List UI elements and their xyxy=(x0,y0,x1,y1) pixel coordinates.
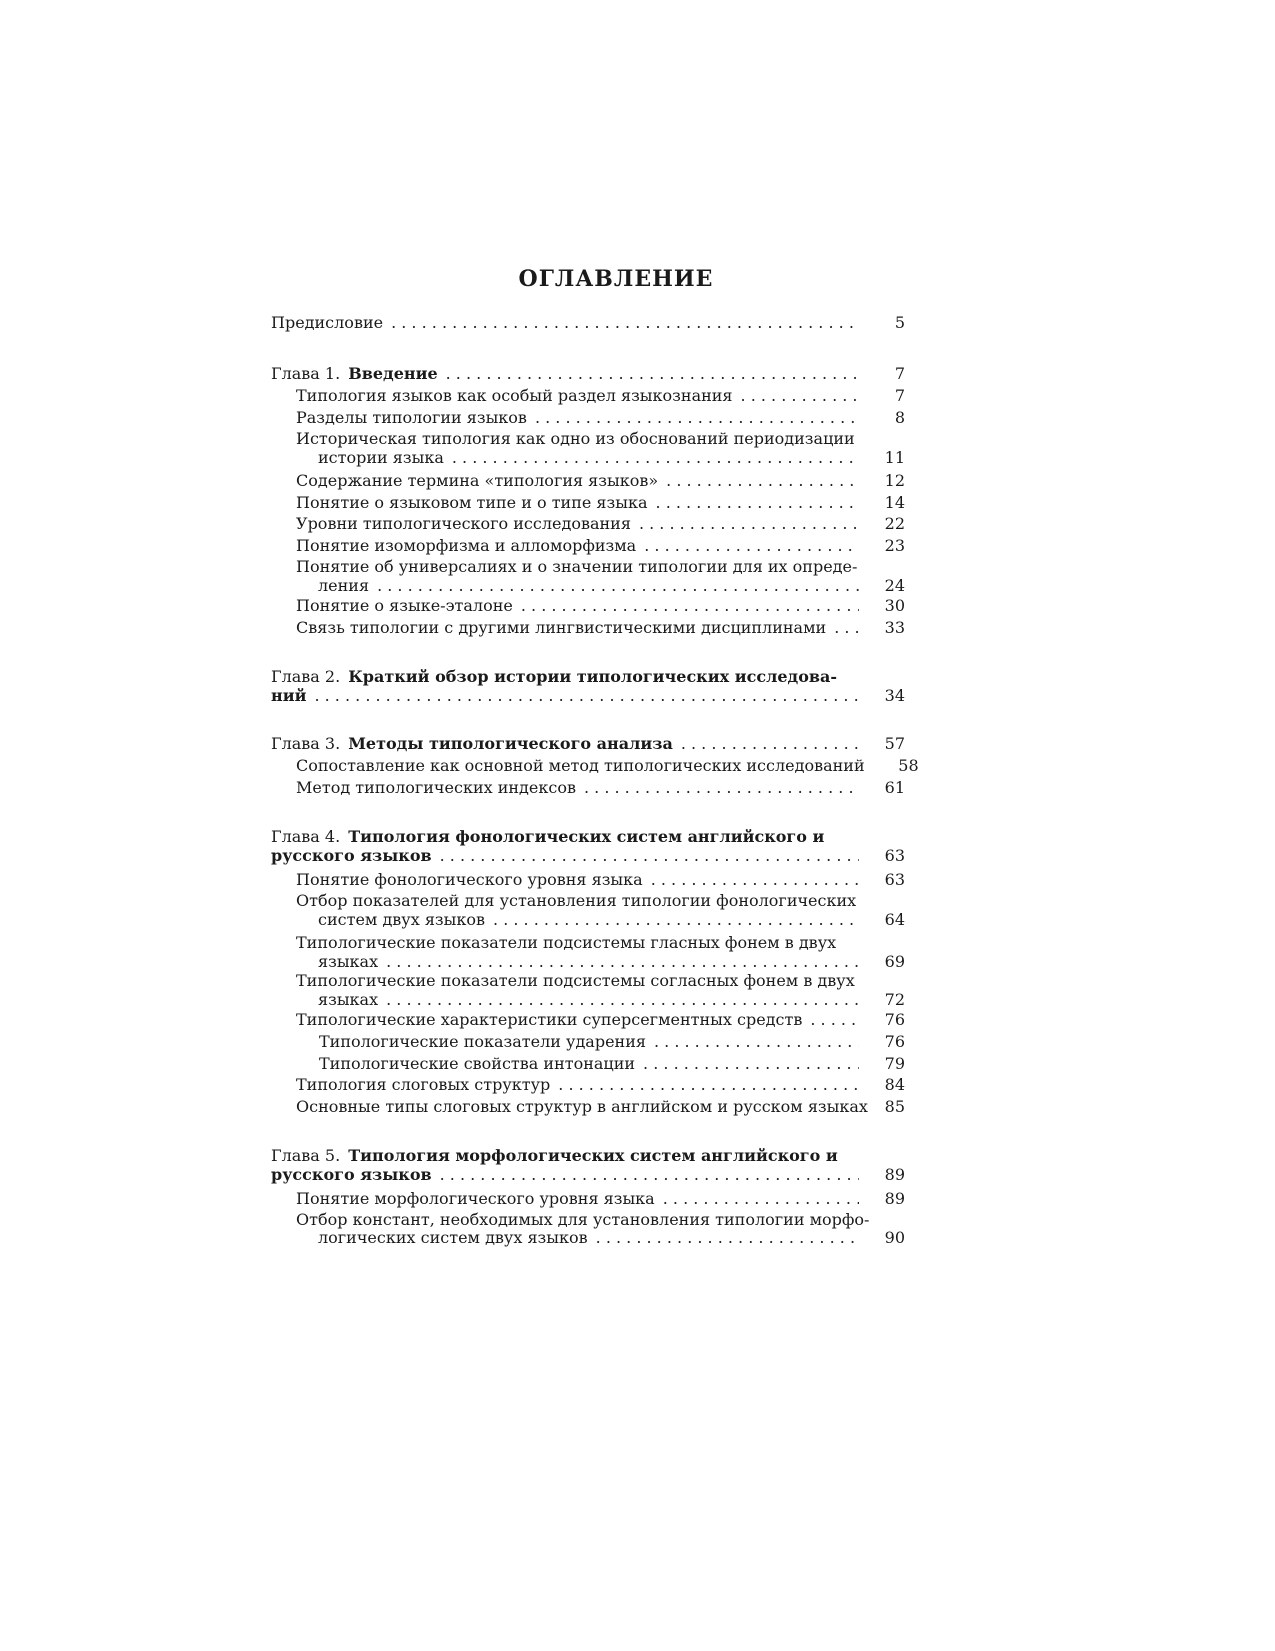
leader-dots xyxy=(386,952,859,972)
toc-chapter-4[interactable] xyxy=(271,846,905,866)
leader-dots xyxy=(391,313,859,333)
leader-dots xyxy=(834,618,859,638)
leader-dots xyxy=(452,448,859,468)
toc-page-number: 90 xyxy=(884,1228,905,1247)
toc-chapter-3[interactable] xyxy=(271,734,905,754)
toc-entry[interactable] xyxy=(319,1054,905,1074)
toc-entry-line: Историческая типология как одно из обоснований периодизации xyxy=(296,429,855,448)
leader-dots xyxy=(440,1165,859,1185)
toc-page-number: 5 xyxy=(894,313,905,332)
chapter-label: Глава 5. xyxy=(271,1146,341,1165)
toc-entry-text: языках xyxy=(318,952,379,971)
toc-chapter-1[interactable] xyxy=(271,364,905,384)
toc-entry-text: Типологические характеристики суперсегментных средств xyxy=(296,1010,803,1029)
toc-entry[interactable] xyxy=(296,536,905,556)
chapter-title: Типология морфологических систем английского и xyxy=(348,1146,838,1165)
toc-page-number: 89 xyxy=(884,1189,905,1208)
toc-entry-text: Связь типологии с другими лингвистическими дисциплинами xyxy=(296,618,827,637)
toc-entry-text: Метод типологических индексов xyxy=(296,778,576,797)
toc-page-number: 72 xyxy=(884,990,905,1009)
toc-page-number: 33 xyxy=(884,618,905,637)
leader-dots xyxy=(584,778,859,798)
toc-page-number: 76 xyxy=(884,1010,905,1029)
toc-entry[interactable] xyxy=(318,576,905,596)
toc-entry[interactable] xyxy=(296,870,905,890)
chapter-title: Краткий обзор истории типологических исследова- xyxy=(348,667,837,686)
chapter-label: Глава 3. xyxy=(271,734,341,753)
toc-entry[interactable] xyxy=(296,471,905,491)
toc-page-number: 63 xyxy=(884,846,905,865)
toc-entry[interactable] xyxy=(318,910,905,930)
chapter-title: Типология фонологических систем английского и xyxy=(348,827,825,846)
leader-dots xyxy=(639,514,859,534)
toc-page-number: 22 xyxy=(884,514,905,533)
toc-entry-text: Разделы типологии языков xyxy=(296,408,527,427)
toc-entry[interactable] xyxy=(296,493,905,513)
toc-entry-text: Содержание термина «типология языков» xyxy=(296,471,659,490)
toc-page-number: 7 xyxy=(894,364,905,383)
toc-chapter-5-line xyxy=(271,1146,838,1166)
toc-page-number: 69 xyxy=(884,952,905,971)
toc-entry-text: Типология языков как особый раздел языкознания xyxy=(296,386,733,405)
toc-chapter-5[interactable] xyxy=(271,1165,905,1185)
toc-page-number: 85 xyxy=(884,1097,905,1116)
leader-dots xyxy=(558,1075,859,1095)
toc-entry[interactable] xyxy=(296,386,905,406)
toc-page-number: 79 xyxy=(884,1054,905,1073)
toc-entry[interactable] xyxy=(296,778,905,798)
toc-entry[interactable] xyxy=(296,1075,905,1095)
leader-dots xyxy=(493,910,859,930)
toc-entry[interactable] xyxy=(296,1010,905,1030)
toc-entry-text: Сопоставление как основной метод типологических исследований xyxy=(296,756,865,775)
toc-chapter-2-line xyxy=(271,667,837,687)
leader-dots xyxy=(681,734,859,754)
leader-dots xyxy=(377,576,859,596)
chapter-title: русского языков xyxy=(271,846,432,865)
toc-entry[interactable] xyxy=(296,618,905,638)
toc-page-number: 57 xyxy=(884,734,905,753)
toc-page-number: 58 xyxy=(898,756,919,775)
chapter-title: ний xyxy=(271,686,307,705)
page-title: ОГЛАВЛЕНИЕ xyxy=(518,266,714,292)
toc-page-number: 12 xyxy=(884,471,905,490)
toc-entry-text: истории языка xyxy=(318,448,444,467)
toc-entry-line: Отбор констант, необходимых для установления типологии морфо- xyxy=(296,1210,870,1229)
toc-entry[interactable] xyxy=(318,952,905,972)
toc-entry-text: систем двух языков xyxy=(318,910,486,929)
toc-chapter-2[interactable] xyxy=(271,686,905,706)
toc-entry[interactable] xyxy=(296,596,905,616)
toc-entry-line: Понятие об универсалиях и о значении типологии для их опреде- xyxy=(296,557,858,576)
leader-dots xyxy=(535,408,859,428)
toc-entry-text: Понятие морфологического уровня языка xyxy=(296,1189,655,1208)
toc-entry[interactable] xyxy=(319,1032,905,1052)
toc-entry-preface[interactable] xyxy=(271,313,905,333)
leader-dots xyxy=(741,386,859,406)
leader-dots xyxy=(521,596,859,616)
toc-entry[interactable] xyxy=(296,1189,905,1209)
toc-chapter-4-line xyxy=(271,827,824,847)
chapter-title: русского языков xyxy=(271,1165,432,1184)
toc-entry-text: Предисловие xyxy=(271,313,384,332)
toc-entry[interactable] xyxy=(318,1228,905,1248)
chapter-label: Глава 2. xyxy=(271,667,341,686)
toc-page-number: 84 xyxy=(884,1075,905,1094)
toc-entry-text: Понятие фонологического уровня языка xyxy=(296,870,643,889)
toc-entry-line: Отбор показателей для установления типологии фонологических xyxy=(296,891,857,910)
leader-dots xyxy=(314,686,859,706)
leader-dots xyxy=(810,1010,859,1030)
toc-entry-text: Понятие о языке-эталоне xyxy=(296,596,513,615)
toc-page-number: 63 xyxy=(884,870,905,889)
toc-page-number: 14 xyxy=(884,493,905,512)
toc-page-number: 24 xyxy=(884,576,905,595)
toc-entry-text: языках xyxy=(318,990,379,1009)
toc-entry-text: Типологические свойства интонации xyxy=(319,1054,636,1073)
chapter-title: Введение xyxy=(348,364,438,383)
toc-entry-text: Понятие изоморфизма и алломорфизма xyxy=(296,536,637,555)
toc-entry[interactable] xyxy=(296,408,905,428)
leader-dots xyxy=(386,990,859,1010)
toc-entry-text: ления xyxy=(318,576,370,595)
toc-page-number: 61 xyxy=(884,778,905,797)
toc-entry-line: Типологические показатели подсистемы гласных фонем в двух xyxy=(296,933,837,952)
leader-dots xyxy=(663,1189,859,1209)
chapter-title: Методы типологического анализа xyxy=(348,734,673,753)
toc-page-number: 7 xyxy=(894,386,905,405)
toc-entry[interactable] xyxy=(296,1097,905,1117)
leader-dots xyxy=(654,1032,859,1052)
toc-page-number: 30 xyxy=(884,596,905,615)
toc-page-number: 34 xyxy=(884,686,905,705)
toc-page-number: 64 xyxy=(884,910,905,929)
toc-entry[interactable] xyxy=(318,990,905,1010)
toc-entry-line: Типологические показатели подсистемы согласных фонем в двух xyxy=(296,971,855,990)
chapter-label: Глава 4. xyxy=(271,827,341,846)
toc-entry[interactable] xyxy=(296,756,919,776)
leader-dots xyxy=(643,1054,859,1074)
toc-entry-text: логических систем двух языков xyxy=(318,1228,588,1247)
toc-entry-text: Основные типы слоговых структур в английском и русском языках xyxy=(296,1097,868,1116)
leader-dots xyxy=(446,364,859,384)
toc-page-number: 76 xyxy=(884,1032,905,1051)
toc-entry-text: Понятие о языковом типе и о типе языка xyxy=(296,493,648,512)
leader-dots xyxy=(596,1228,859,1248)
chapter-label: Глава 1. xyxy=(271,364,341,383)
toc-entry[interactable] xyxy=(296,514,905,534)
toc-entry-text: Уровни типологического исследования xyxy=(296,514,631,533)
leader-dots xyxy=(656,493,859,513)
leader-dots xyxy=(651,870,859,890)
toc-page-number: 8 xyxy=(894,408,905,427)
leader-dots xyxy=(440,846,859,866)
toc-page-number: 89 xyxy=(884,1165,905,1184)
toc-entry-text: Типологические показатели ударения xyxy=(319,1032,646,1051)
leader-dots xyxy=(644,536,859,556)
leader-dots xyxy=(666,471,859,491)
toc-entry-text: Типология слоговых структур xyxy=(296,1075,551,1094)
toc-entry[interactable] xyxy=(318,448,905,468)
toc-page-number: 23 xyxy=(884,536,905,555)
toc-page-number: 11 xyxy=(884,448,905,467)
